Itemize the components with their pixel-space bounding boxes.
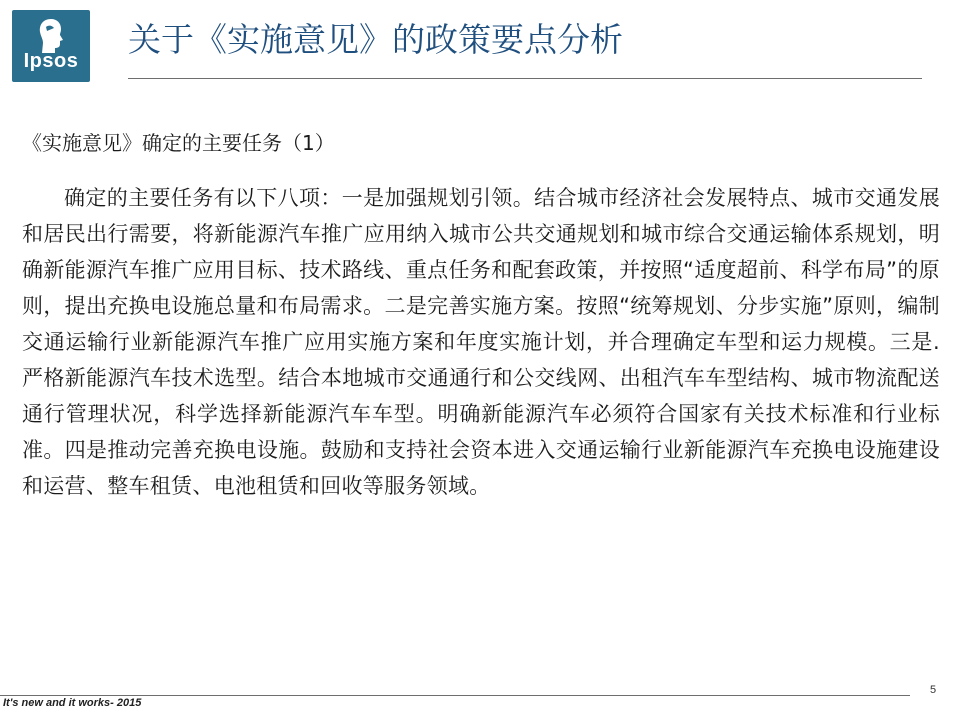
footer-divider xyxy=(0,695,910,696)
body-paragraph: 确定的主要任务有以下八项：一是加强规划引领。结合城市经济社会发展特点、城市交通发展和居民出行需要，将新能源汽车推广应用纳入城市公共交通规划和城市综合交通运输体系规划，明确新能源汽车推广应用目标、技术路线、重点任务和配套政策，并按照“适度超前、科学布局”的原则，提出充换电设施总量和布局需求。二是完善实施方案。按照“统筹规划、分步实施”原则，编制交通运输行业新能源汽车推广应用实施方案和年度实施计划，并合理确定车型和运力规模。三是.严格新能源汽车技术选型。结合本地城市交通通行和公交线网、出租汽车车型结构、城市物流配送通行管理状况，科学选择新能源汽车车型。明确新能源汽车必须符合国家有关技术标准和行业标准。四是推动完善充换电设施。鼓励和支持社会资本进入交通运输行业新能源汽车充换电设施建设和运营、整车租赁、电池租赁和回收等服务领域。 xyxy=(22,186,940,498)
title-divider xyxy=(128,78,922,79)
page-number: 5 xyxy=(930,684,937,696)
logo-wordmark: Ipsos xyxy=(23,50,79,72)
page-title: 关于《实施意见》的政策要点分析 xyxy=(128,20,623,59)
section-heading: 《实施意见》确定的主要任务（1） xyxy=(22,131,335,155)
ipsos-logo xyxy=(12,10,90,82)
footer-tagline: It's new and it works- 2015 xyxy=(3,697,142,709)
